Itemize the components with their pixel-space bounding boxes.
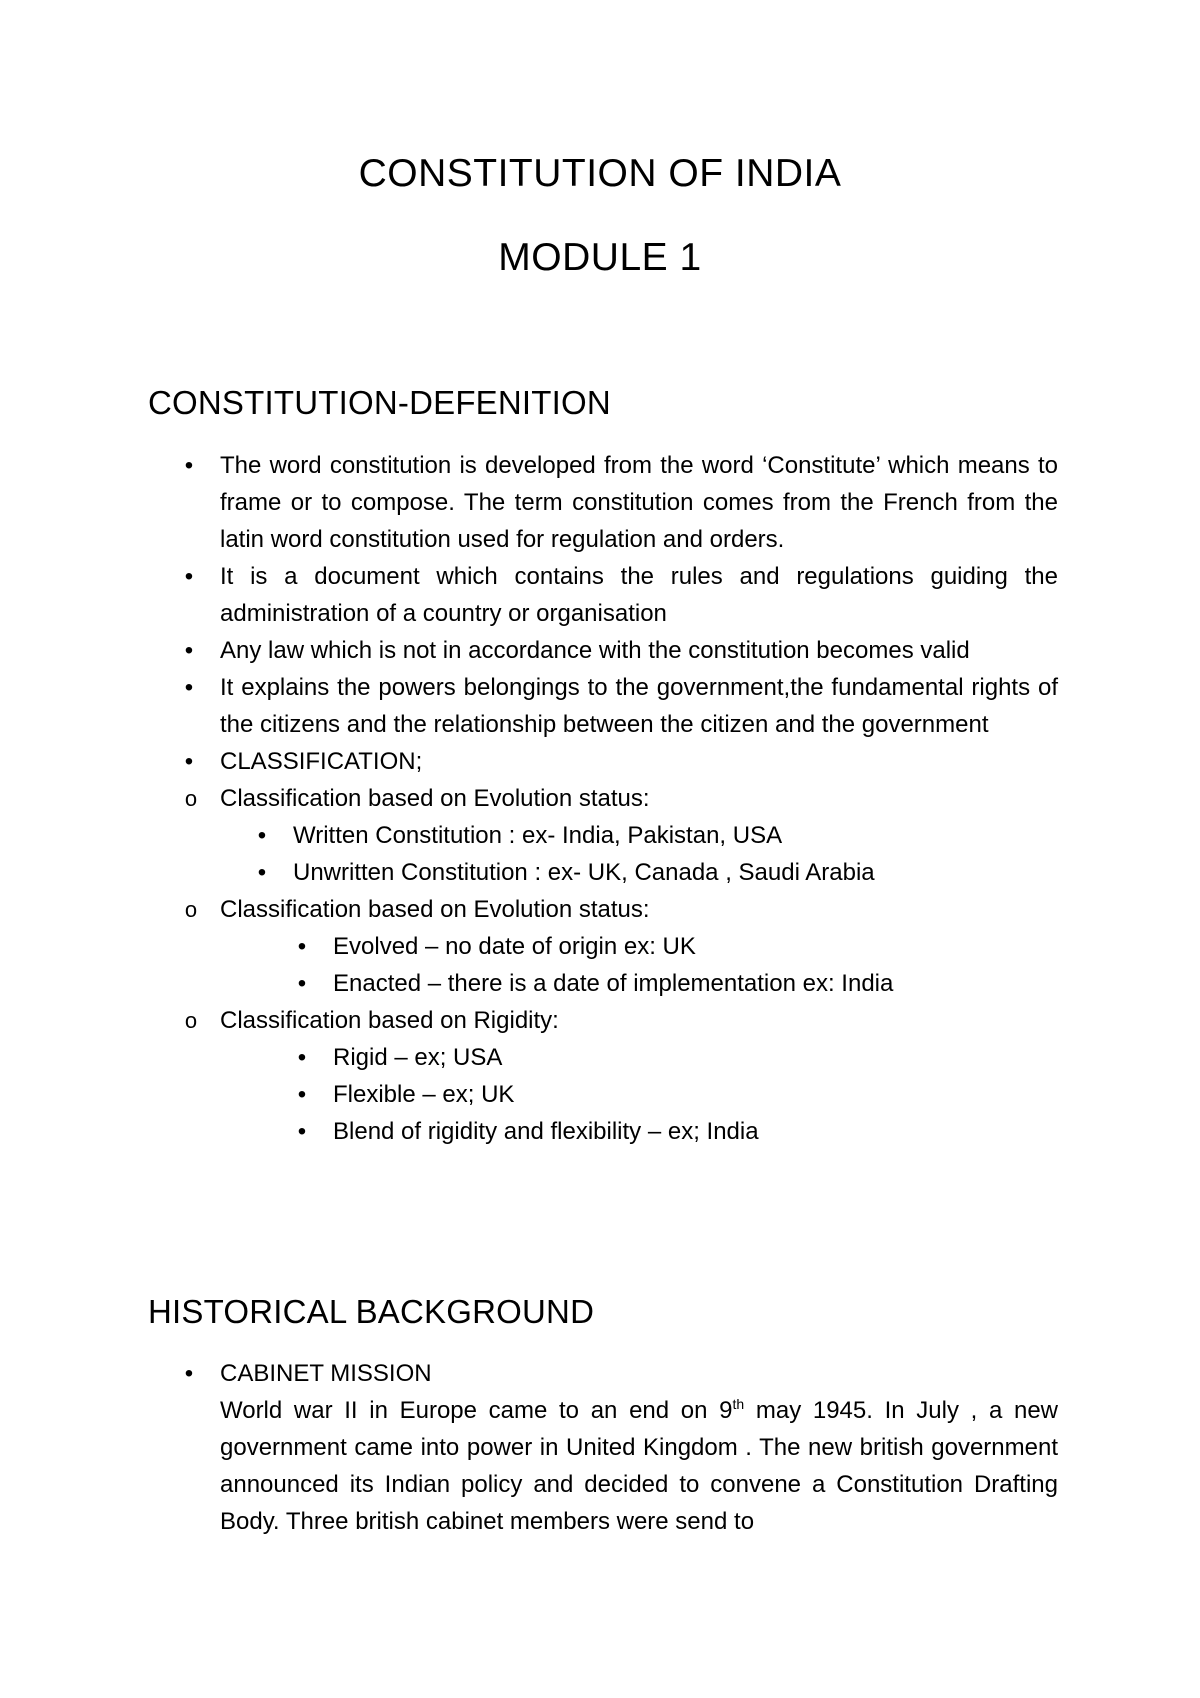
section-heading-definition: CONSTITUTION-DEFENITION <box>148 384 611 421</box>
list-item-text: Any law which is not in accordance with the constitution becomes valid <box>220 637 970 664</box>
bullet-icon: • <box>184 674 194 701</box>
superscript-ordinal: th <box>732 1396 745 1412</box>
bullet-icon: • <box>257 859 267 886</box>
list-item-text: The word constitution is developed from the word ‘Constitute’ which means to frame or to compose. The term constitution comes from the French from the latin word constitution used for regulation and orders. <box>220 452 1058 553</box>
bullet-icon: • <box>257 822 267 849</box>
bullet-icon: • <box>297 970 307 997</box>
list-item <box>0 743 1200 780</box>
sub-list-item <box>0 965 1200 1002</box>
classification-label: Classification based on Evolution status: <box>220 785 650 812</box>
list-item <box>0 669 1200 743</box>
definition-list <box>0 447 1200 1150</box>
list-item-text: It explains the powers belongings to the government,the fundamental rights of the citizens and the relationship between the citizen and the government <box>220 674 1058 738</box>
bullet-icon: • <box>184 748 194 775</box>
classification-item <box>0 891 1200 928</box>
document-title: CONSTITUTION OF INDIA <box>358 152 842 195</box>
section-heading-historical-background: HISTORICAL BACKGROUND <box>148 1293 595 1330</box>
bullet-icon: • <box>184 1360 194 1387</box>
bullet-icon: • <box>184 563 194 590</box>
circle-bullet-icon: o <box>184 897 198 922</box>
sub-list-item-text: Flexible – ex; UK <box>333 1081 515 1108</box>
sub-list-item <box>0 817 1200 854</box>
list-item-title: CABINET MISSION <box>220 1360 432 1387</box>
list-item-text: CLASSIFICATION; <box>220 748 423 775</box>
bullet-icon: • <box>184 637 194 664</box>
paragraph-text-part1: World war II in Europe came to an end on 9 <box>220 1397 733 1424</box>
sub-list-item <box>0 1113 1200 1150</box>
classification-item <box>0 780 1200 817</box>
historical-list <box>0 1355 1200 1540</box>
classification-label: Classification based on Evolution status: <box>220 896 650 923</box>
list-item-text: It is a document which contains the rules and regulations guiding the administration of a country or organisation <box>220 563 1058 627</box>
classification-item <box>0 1002 1200 1039</box>
bullet-icon: • <box>297 1081 307 1108</box>
cabinet-mission-paragraph <box>220 1392 1058 1540</box>
list-item <box>0 632 1200 669</box>
sub-list-item <box>0 928 1200 965</box>
bullet-icon: • <box>297 933 307 960</box>
sub-list-item-text: Blend of rigidity and flexibility – ex; India <box>333 1118 759 1145</box>
list-item <box>0 558 1200 632</box>
list-item <box>0 1355 1200 1392</box>
sub-list-item <box>0 1076 1200 1113</box>
list-item <box>0 447 1200 558</box>
bullet-icon: • <box>297 1118 307 1145</box>
sub-list-item-text: Rigid – ex; USA <box>333 1044 503 1071</box>
sub-list-item-text: Unwritten Constitution : ex- UK, Canada , Saudi Arabia <box>293 859 875 886</box>
paragraph-text-part2: may 1945. In July , a new government came into power in United Kingdom . The new british government announced its Indian policy and decided to convene a Constitution Drafting Body. Three british cabinet members were send to <box>220 1397 1059 1535</box>
sub-list-item-text: Evolved – no date of origin ex: UK <box>333 933 696 960</box>
classification-label: Classification based on Rigidity: <box>220 1007 559 1034</box>
bullet-icon: • <box>297 1044 307 1071</box>
document-subtitle: MODULE 1 <box>498 236 702 279</box>
sub-list-item-text: Written Constitution : ex- India, Pakistan, USA <box>293 822 783 849</box>
sub-list-item-text: Enacted – there is a date of implementation ex: India <box>333 970 894 997</box>
sub-list-item <box>0 854 1200 891</box>
sub-list-item <box>0 1039 1200 1076</box>
bullet-icon: • <box>184 452 194 479</box>
circle-bullet-icon: o <box>184 786 198 811</box>
circle-bullet-icon: o <box>184 1008 198 1033</box>
